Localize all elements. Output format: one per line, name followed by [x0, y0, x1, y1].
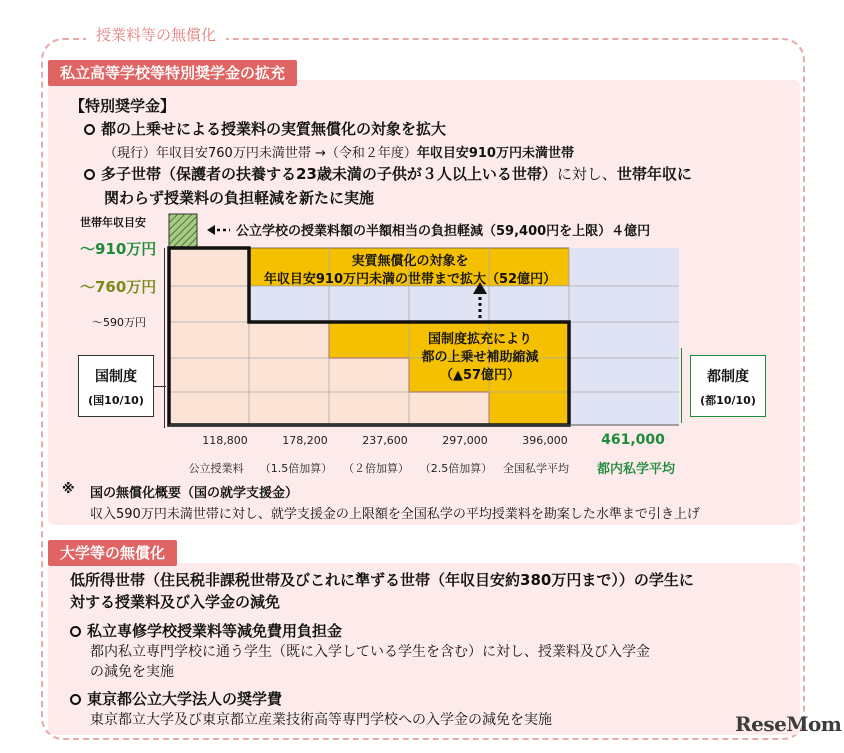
national-bracket [164, 248, 165, 428]
x-tick: 237,600 [362, 434, 408, 447]
bullet-icon [70, 626, 81, 637]
subsidy-diagram [160, 210, 700, 435]
item1-title [84, 118, 446, 139]
note-title: 国の無償化概要（国の就学支援金） [90, 486, 299, 501]
resemom-logo: ReseMom [735, 712, 842, 736]
national-block-4 [409, 392, 489, 425]
x-tick: 118,800 [202, 434, 248, 447]
national-system-sub: (国10/10) [88, 394, 144, 407]
note-text: 収入590万円未満世帯に対し、就学支援金の上限額を全国私学の平均授業料を勘案した水準まで引き上げ [90, 507, 700, 522]
annotation-expand-1: 実質無償化の対象を [351, 254, 469, 269]
section2-item1-line1: 都内私立専門学校に通う学生（既に入学している学生を含む）に対し、授業料及び入学金 [90, 644, 650, 660]
section2-item1-line2: の減免を実施 [90, 664, 174, 680]
y-axis-title: 世帯年収目安 [80, 216, 146, 229]
item2-line2: 関わらず授業料の負担軽減を新たに実施 [104, 189, 375, 207]
subheading: 【特別奨学金】 [70, 97, 176, 115]
x-category: （2.5倍加算） [419, 462, 493, 475]
public-tuition-hatch [169, 214, 197, 248]
item1-detail [104, 142, 574, 161]
section2-item2-title [70, 688, 282, 709]
y-label-910: ～910万円 [80, 240, 157, 258]
national-block-2 [249, 322, 329, 425]
item1-title-text: 都の上乗せによる授業料の実質無償化の対象を拡大 [101, 120, 447, 138]
section1-header: 私立高等学校等特別奨学金の拡充 [48, 60, 297, 86]
x-tick: 297,000 [442, 434, 488, 447]
section2-item1-title [70, 620, 342, 641]
section2-item1-title-text: 私立専修学校授業料等減免費用負担金 [87, 622, 343, 640]
y-label-590: ～590万円 [92, 316, 146, 329]
x-category: （２倍加算） [343, 462, 409, 475]
bullet-icon [70, 694, 81, 705]
metro-system-title: 都制度 [707, 369, 749, 385]
x-tick-highlight: 461,000 [601, 432, 665, 448]
metro-system-box [690, 355, 766, 417]
metro-system-sub: (都10/10) [700, 394, 756, 407]
section2-header: 大学等の無償化 [48, 540, 177, 566]
item2-line1 [84, 163, 692, 184]
x-category: 全国私学平均 [503, 462, 569, 475]
annotation-reduce-2: 都の上乗せ補助縮減 [421, 350, 539, 365]
section2-item2-title-text: 東京都公立大学法人の奨学費 [87, 690, 283, 708]
national-system-box [78, 355, 154, 417]
bullet-icon [84, 124, 95, 135]
metro-bracket [681, 348, 682, 423]
annotation-reduce-3: （▲57億円） [439, 368, 521, 383]
national-system-title: 国制度 [95, 369, 137, 385]
pointer-arrow-icon [207, 225, 215, 235]
section2-intro-2: 対する授業料及び入学金の減免 [70, 593, 281, 611]
y-label-760: ～760万円 [80, 278, 157, 296]
x-tick: 396,000 [522, 434, 568, 447]
item1-detail-prefix: （現行）年収目安760万円未満世帯 →（令和２年度） [104, 146, 417, 161]
annotation-reduce-1: 国制度拡充により [427, 332, 532, 347]
national-block-1 [169, 248, 249, 425]
note-mark: ※ [62, 482, 75, 497]
x-category: （1.5倍加算） [259, 462, 333, 475]
annotation-top: 公立学校の授業料額の半額相当の負担軽減（59,400円を上限）４億円 [236, 224, 651, 239]
metro-right-column [569, 248, 679, 425]
item2-line1-b: に対し、 [556, 165, 617, 183]
item2-line1-a: 多子世帯（保護者の扶養する23歳未満の子供が３人以上いる世帯） [101, 165, 557, 183]
item2-line1-c: 世帯年収に [616, 165, 692, 183]
section2-item2-line1: 東京都立大学及び東京都立産業技術高等専門学校への入学金の減免を実施 [90, 712, 552, 728]
bullet-icon [84, 169, 95, 180]
annotation-expand-2: 年収目安910万円未満の世帯まで拡大（52億円） [263, 272, 557, 287]
x-category-highlight: 都内私学平均 [596, 462, 675, 477]
national-block-3 [329, 358, 409, 425]
x-category: 公立授業料 [188, 462, 244, 475]
x-tick: 178,200 [282, 434, 328, 447]
section2-intro-1: 低所得世帯（住民税非課税世帯及びこれに準ずる世帯（年収目安約380万円まで））の学生に [70, 571, 694, 589]
item1-detail-bold: 年収目安910万円未満世帯 [416, 146, 574, 161]
frame-title: 授業料等の無償化 [86, 24, 226, 45]
